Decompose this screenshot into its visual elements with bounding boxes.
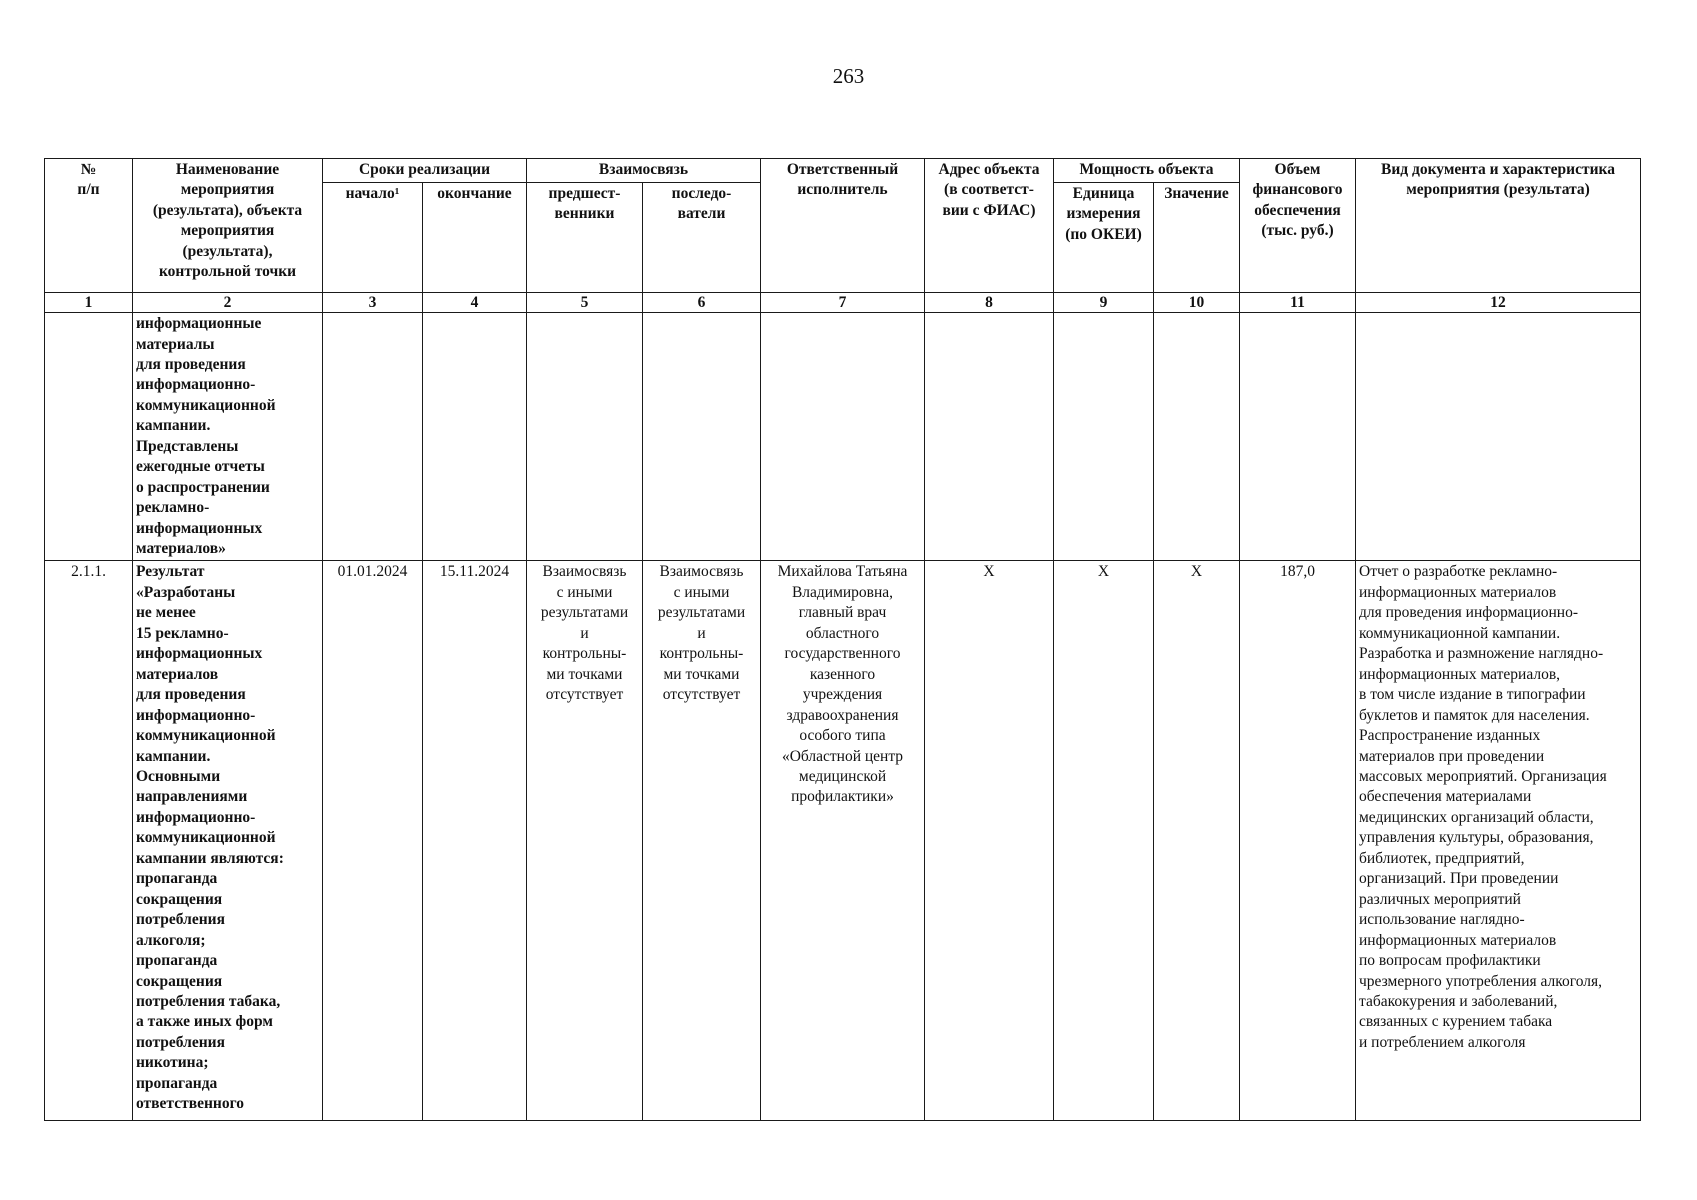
- cell-empty: [45, 313, 133, 561]
- cell-empty: [323, 313, 423, 561]
- header-unit: Единица измерения (по ОКЕИ): [1054, 183, 1154, 293]
- cell-empty: [423, 313, 527, 561]
- table-row-continuation: [45, 313, 1641, 561]
- col-number: 7: [761, 293, 925, 313]
- row-number: 2.1.1.: [45, 561, 133, 1121]
- measures-table: [44, 158, 1641, 1121]
- header-succ: последо- ватели: [643, 183, 761, 293]
- cell-empty: [1054, 313, 1154, 561]
- header-end: окончание: [423, 183, 527, 293]
- successors: Взаимосвязь с иными результатами и контрольны- ми точками отсутствует: [643, 561, 761, 1121]
- col-number: 5: [527, 293, 643, 313]
- header-pred: предшест- венники: [527, 183, 643, 293]
- header-start: начало¹: [323, 183, 423, 293]
- cell-empty: [1356, 313, 1641, 561]
- col-number: 11: [1240, 293, 1356, 313]
- end-date: 15.11.2024: [423, 561, 527, 1121]
- table-row-2-1-1: [45, 561, 1641, 1121]
- capacity-value: Х: [1154, 561, 1240, 1121]
- header-num: № п/п: [45, 159, 133, 293]
- finance-amount: 187,0: [1240, 561, 1356, 1121]
- unit-of-measure: Х: [1054, 561, 1154, 1121]
- header-name: Наименование мероприятия (результата), объекта мероприятия (результата), контрольной точки: [133, 159, 323, 293]
- col-number: 8: [925, 293, 1054, 313]
- cell-empty: [925, 313, 1054, 561]
- col-number: 4: [423, 293, 527, 313]
- cell-empty: [1240, 313, 1356, 561]
- document-description: Отчет о разработке рекламно- информационных материалов для проведения информационно- коммуникационной кампании. Разработка и размножение наглядно- информационных материалов, в том числе издание в типографии буклетов и памяток для населения. Распространение изданных материалов при проведении массовых мероприятий. Организация обеспечения материалами медицинских организаций области, управления культуры, образования, библиотек, предприятий, организаций. При проведении различных мероприятий использование наглядно- информационных материалов по вопросам профилактики чрезмерного употребления алкоголя, табакокурения и заболеваний, связанных с курением табака и потреблением алкоголя: [1356, 561, 1641, 1121]
- col-number: 3: [323, 293, 423, 313]
- continuation-name: информационные материалы для проведения информационно- коммуникационной кампании. Представлены ежегодные отчеты о распространении рекламно- информационных материалов»: [133, 313, 323, 561]
- result-name: Результат «Разработаны не менее 15 рекламно- информационных материалов для проведения информационно- коммуникационной кампании. Основными направлениями информационно- коммуникационной кампании являются: пропаганда сокращения потребления алкоголя; пропаганда сокращения потребления табака, а также иных форм потребления никотина; пропаганда ответственного: [133, 561, 323, 1121]
- column-number-row: [45, 293, 1641, 313]
- header-row-1: [45, 159, 1641, 183]
- header-terms: Сроки реализации: [323, 159, 527, 183]
- header-finance: Объем финансового обеспечения (тыс. руб.): [1240, 159, 1356, 293]
- col-number: 10: [1154, 293, 1240, 313]
- header-address: Адрес объекта (в соответст- вии с ФИАС): [925, 159, 1054, 293]
- col-number: 1: [45, 293, 133, 313]
- cell-empty: [1154, 313, 1240, 561]
- header-doc: Вид документа и характеристика мероприятия (результата): [1356, 159, 1641, 293]
- start-date: 01.01.2024: [323, 561, 423, 1121]
- responsible-person: Михайлова Татьяна Владимировна, главный врач областного государственного казенного учреждения здравоохранения особого типа «Областной центр медицинской профилактики»: [761, 561, 925, 1121]
- cell-empty: [761, 313, 925, 561]
- predecessors: Взаимосвязь с иными результатами и контрольны- ми точками отсутствует: [527, 561, 643, 1121]
- page-number: 263: [832, 64, 865, 88]
- col-number: 2: [133, 293, 323, 313]
- col-number: 6: [643, 293, 761, 313]
- object-address: Х: [925, 561, 1054, 1121]
- header-link: Взаимосвязь: [527, 159, 761, 183]
- cell-empty: [527, 313, 643, 561]
- cell-empty: [643, 313, 761, 561]
- col-number: 12: [1356, 293, 1641, 313]
- header-capacity: Мощность объекта: [1054, 159, 1240, 183]
- header-value: Значение: [1154, 183, 1240, 293]
- col-number: 9: [1054, 293, 1154, 313]
- header-responsible: Ответственный исполнитель: [761, 159, 925, 293]
